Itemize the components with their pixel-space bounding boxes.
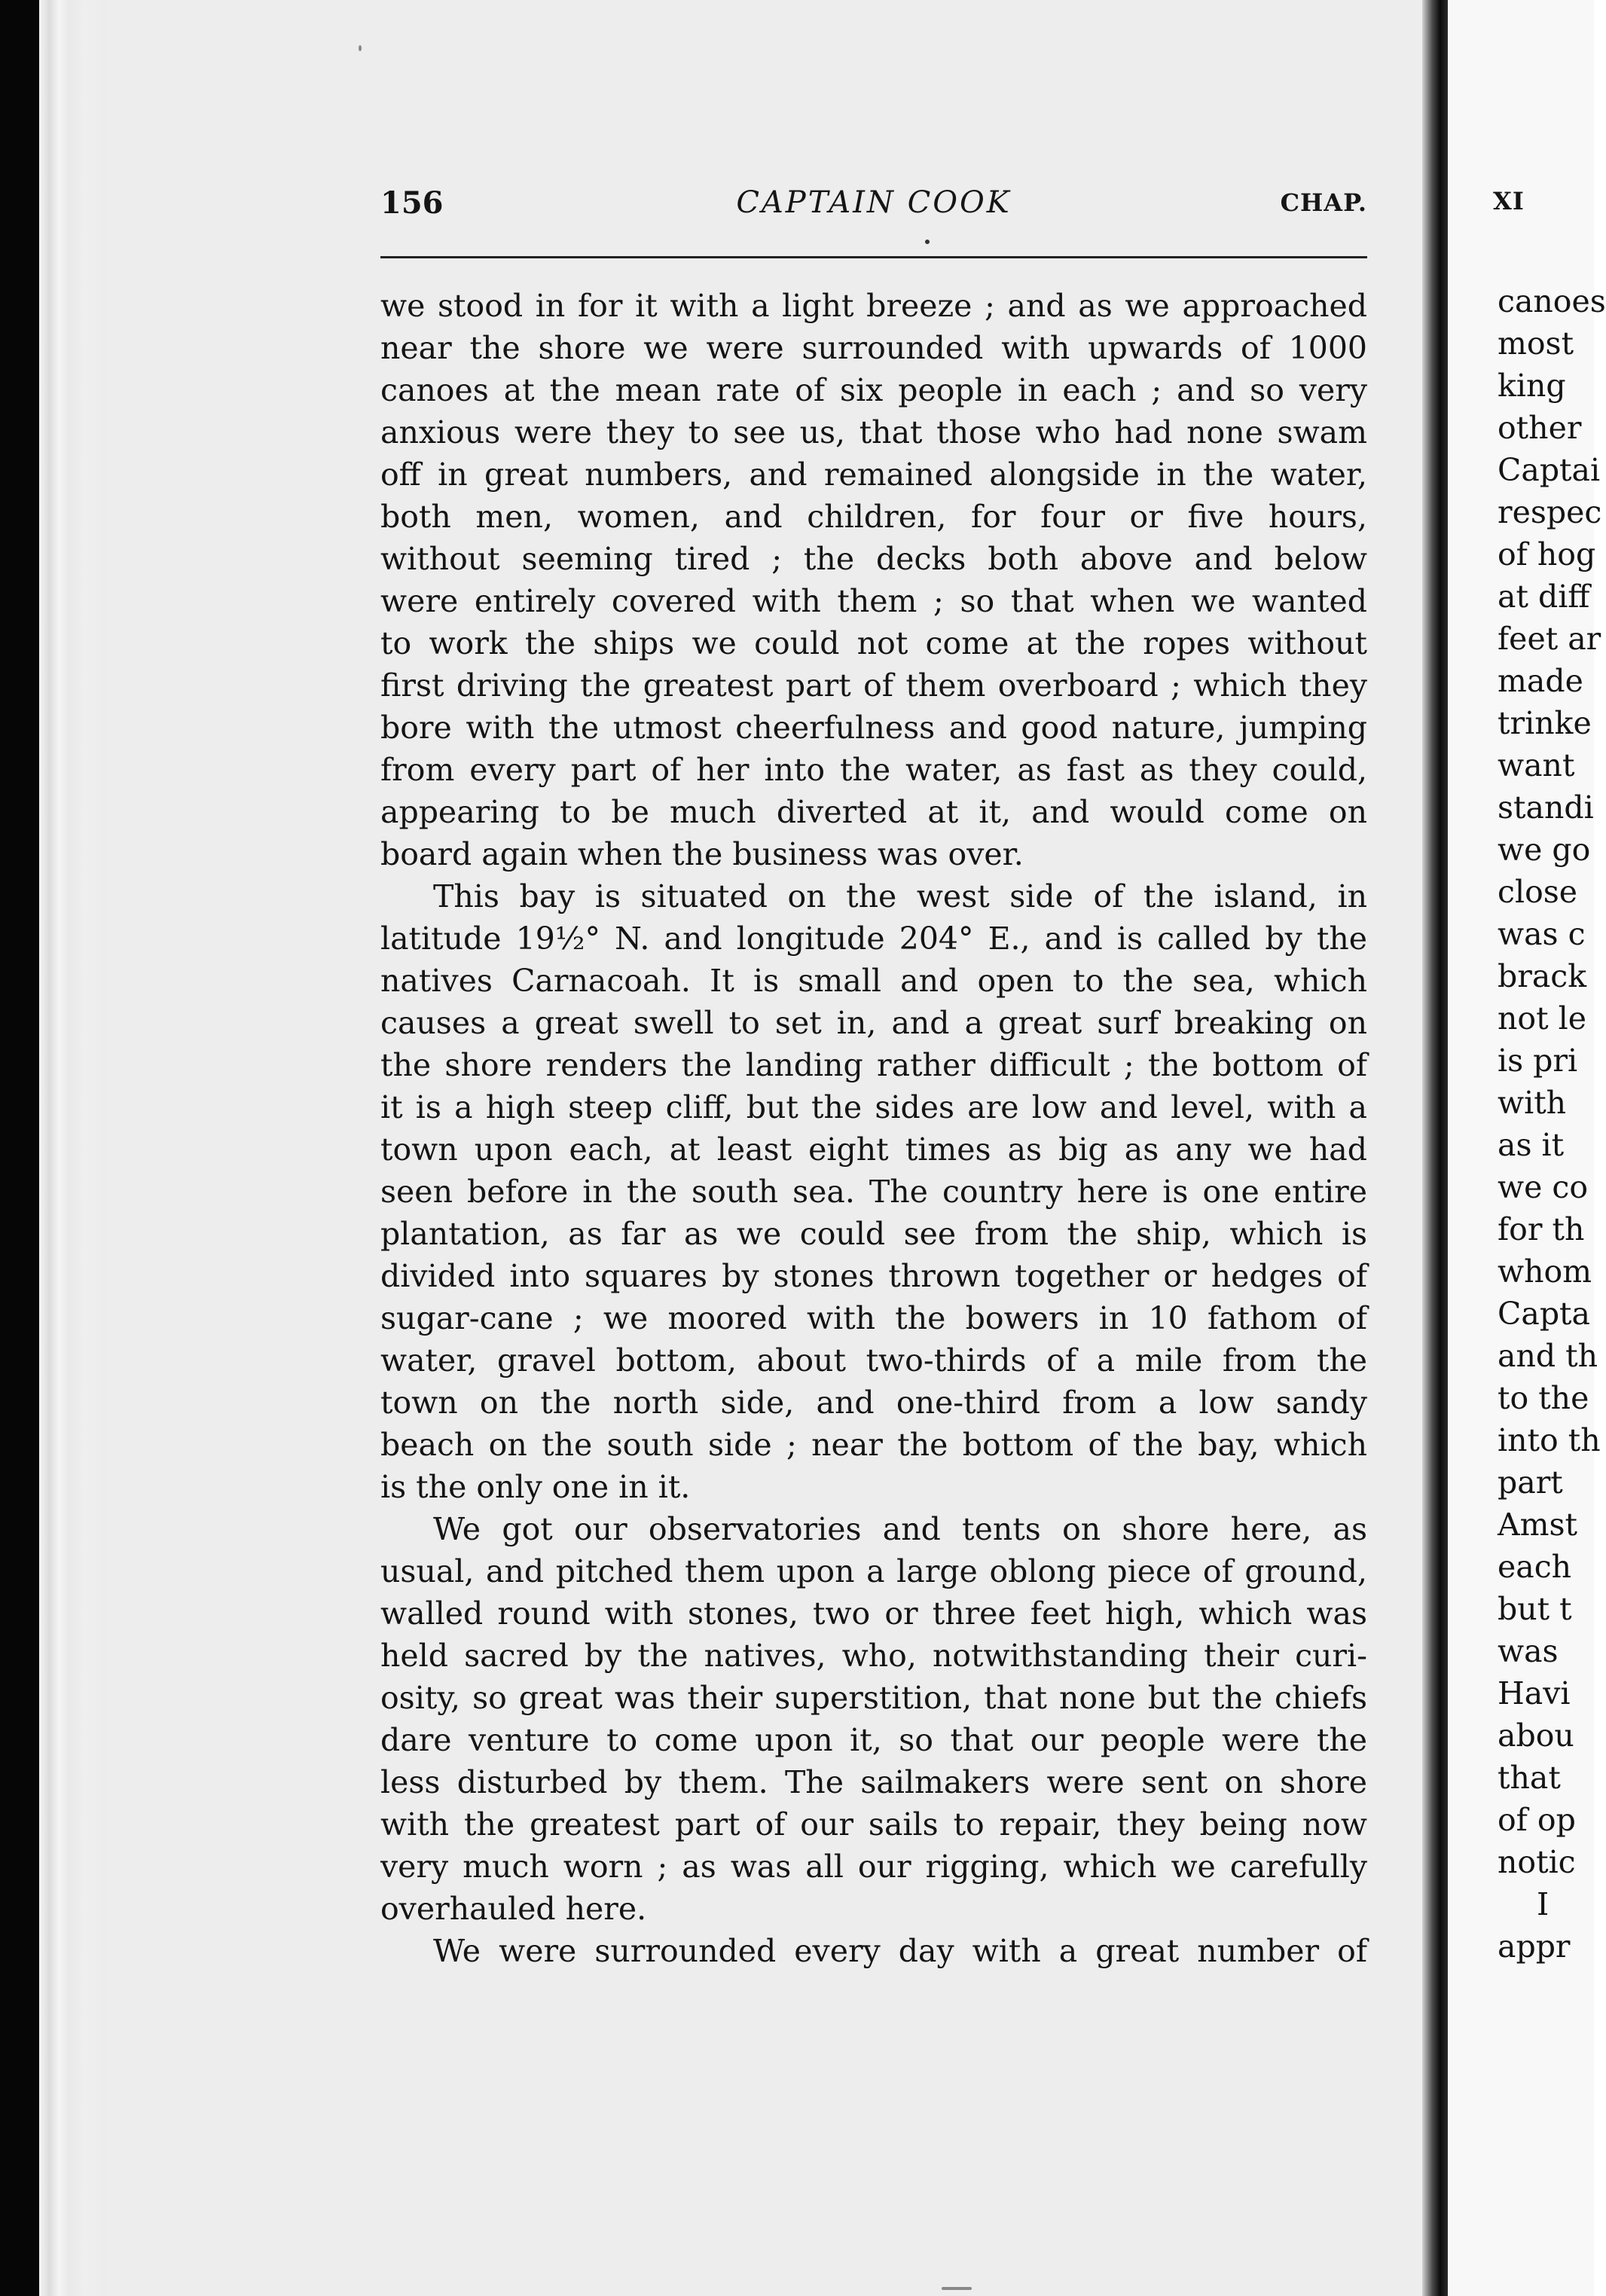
right-body-line: we go bbox=[1498, 832, 1591, 868]
header-dot bbox=[925, 240, 930, 244]
page-body bbox=[380, 285, 1367, 1972]
body-line: overhauled here. bbox=[380, 1891, 647, 1927]
scan-speck bbox=[942, 2287, 972, 2290]
right-body-line: standi bbox=[1498, 789, 1594, 826]
body-line: from every part of her into the water, as fast as they could, bbox=[380, 752, 1367, 788]
body-line: appearing to be much diverted at it, and would come on bbox=[380, 794, 1367, 830]
right-body-line: brack bbox=[1498, 958, 1587, 994]
header-rule bbox=[380, 256, 1367, 258]
body-line: sugar-cane ; we moored with the bowers in 10 fathom of bbox=[380, 1300, 1367, 1336]
right-body-line: trinke bbox=[1498, 705, 1592, 741]
body-line: without seeming tired ; the decks both above and below bbox=[380, 541, 1367, 577]
body-line: walled round with stones, two or three feet high, which was bbox=[380, 1595, 1367, 1632]
right-body-line: notic bbox=[1498, 1844, 1576, 1880]
right-body-line: abou bbox=[1498, 1717, 1574, 1754]
body-line: water, gravel bottom, about two-thirds of a mile from the bbox=[380, 1342, 1367, 1379]
right-body-line: part bbox=[1498, 1464, 1563, 1501]
right-body-line: for th bbox=[1498, 1211, 1585, 1247]
body-line: usual, and pitched them upon a large oblong piece of ground, bbox=[380, 1553, 1367, 1589]
book-page-edges bbox=[39, 0, 105, 2296]
right-body-line: Havi bbox=[1498, 1675, 1571, 1711]
body-line: very much worn ; as was all our rigging, which we carefully bbox=[380, 1849, 1367, 1885]
page-header bbox=[380, 185, 1367, 231]
body-line: were entirely covered with them ; so that when we wanted bbox=[380, 583, 1367, 619]
body-line: board again when the business was over. bbox=[380, 836, 1024, 872]
right-body-line: but t bbox=[1498, 1591, 1572, 1627]
body-line: latitude 19½° N. and longitude 204° E., and is called by the bbox=[380, 921, 1367, 957]
right-page-body bbox=[1498, 280, 1606, 1968]
body-line: to work the ships we could not come at the ropes without bbox=[380, 625, 1367, 661]
right-page-header: XI bbox=[1493, 187, 1525, 215]
right-body-line: of op bbox=[1498, 1802, 1576, 1838]
right-body-line: whom bbox=[1498, 1253, 1592, 1290]
body-line: dare venture to come upon it, so that our people were the bbox=[380, 1722, 1367, 1758]
body-line: seen before in the south sea. The country here is one entire bbox=[380, 1174, 1367, 1210]
right-body-line: to the bbox=[1498, 1380, 1589, 1416]
body-line: less disturbed by them. The sailmakers were sent on shore bbox=[380, 1764, 1367, 1800]
running-title: CAPTAIN COOK bbox=[736, 185, 1012, 220]
right-body-line: with bbox=[1498, 1085, 1567, 1121]
body-line: town on the north side, and one-third from a low sandy bbox=[380, 1385, 1367, 1421]
right-body-line: other bbox=[1498, 410, 1582, 446]
body-line: natives Carnacoah. It is small and open to the sea, which bbox=[380, 963, 1367, 999]
chapter-label: CHAP. bbox=[1280, 188, 1367, 217]
right-paragraph-start-line: I bbox=[1537, 1886, 1550, 1922]
right-body-line: each bbox=[1498, 1549, 1572, 1585]
page-number: 156 bbox=[380, 185, 444, 221]
body-line: both men, women, and children, for four or five hours, bbox=[380, 499, 1367, 535]
right-body-line: of hog bbox=[1498, 536, 1596, 572]
right-body-line: and th bbox=[1498, 1338, 1598, 1374]
right-body-line: was bbox=[1498, 1633, 1559, 1669]
right-body-line: we co bbox=[1498, 1169, 1589, 1205]
paragraph-start-line: This bay is situated on the west side of the island, in bbox=[433, 878, 1367, 914]
body-line: it is a high steep cliff, but the sides are low and level, with a bbox=[380, 1089, 1367, 1125]
body-line: beach on the south side ; near the bottom of the bay, which bbox=[380, 1427, 1367, 1463]
body-line: first driving the greatest part of them overboard ; which they bbox=[380, 667, 1367, 704]
right-body-line: Amst bbox=[1498, 1507, 1578, 1543]
right-body-line: as it bbox=[1498, 1127, 1565, 1163]
body-line: osity, so great was their superstition, that none but the chiefs bbox=[380, 1680, 1367, 1716]
right-page bbox=[1448, 0, 1606, 2296]
right-body-line: most bbox=[1498, 325, 1574, 362]
paragraph-start-line: We were surrounded every day with a great number of bbox=[433, 1933, 1367, 1969]
right-body-line: that bbox=[1498, 1760, 1561, 1796]
body-line: we stood in for it with a light breeze ; and as we approached bbox=[380, 288, 1367, 324]
body-line: with the greatest part of our sails to repair, they being now bbox=[380, 1806, 1367, 1843]
right-body-line: not le bbox=[1498, 1000, 1586, 1037]
scan-left-edge bbox=[0, 0, 39, 2296]
body-line: plantation, as far as we could see from the ship, which is bbox=[380, 1216, 1367, 1252]
right-body-line: made bbox=[1498, 663, 1583, 699]
body-line: anxious were they to see us, that those who had none swam bbox=[380, 414, 1367, 450]
body-line: the shore renders the landing rather difficult ; the bottom of bbox=[380, 1047, 1367, 1083]
right-body-line: appr bbox=[1498, 1928, 1571, 1965]
body-line: canoes at the mean rate of six people in each ; and so very bbox=[380, 372, 1367, 408]
body-line: held sacred by the natives, who, notwithstanding their curi- bbox=[380, 1638, 1367, 1674]
right-body-line: at diff bbox=[1498, 579, 1590, 615]
right-body-line: king bbox=[1498, 368, 1566, 404]
right-body-line: feet ar bbox=[1498, 621, 1601, 657]
right-body-line: canoes bbox=[1498, 283, 1606, 319]
right-body-line: want bbox=[1498, 747, 1575, 783]
body-line: town upon each, at least eight times as big as any we had bbox=[380, 1131, 1367, 1168]
body-line: near the shore we were surrounded with upwards of 1000 bbox=[380, 330, 1367, 366]
right-body-line: Captai bbox=[1498, 452, 1601, 488]
scan-speck bbox=[359, 45, 362, 51]
body-line: is the only one in it. bbox=[380, 1469, 691, 1505]
right-body-line: respec bbox=[1498, 494, 1602, 530]
right-body-line: into th bbox=[1498, 1422, 1601, 1458]
body-line: bore with the utmost cheerfulness and good nature, jumping bbox=[380, 710, 1367, 746]
right-body-line: Capta bbox=[1498, 1296, 1590, 1332]
paragraph-start-line: We got our observatories and tents on shore here, as bbox=[433, 1511, 1367, 1547]
book-gutter bbox=[1422, 0, 1448, 2296]
right-body-line: is pri bbox=[1498, 1043, 1578, 1079]
body-line: off in great numbers, and remained alongside in the water, bbox=[380, 456, 1367, 493]
right-body-line: close bbox=[1498, 874, 1578, 910]
body-line: causes a great swell to set in, and a great surf breaking on bbox=[380, 1005, 1367, 1041]
body-line: divided into squares by stones thrown together or hedges of bbox=[380, 1258, 1367, 1294]
right-body-line: was c bbox=[1498, 916, 1586, 952]
